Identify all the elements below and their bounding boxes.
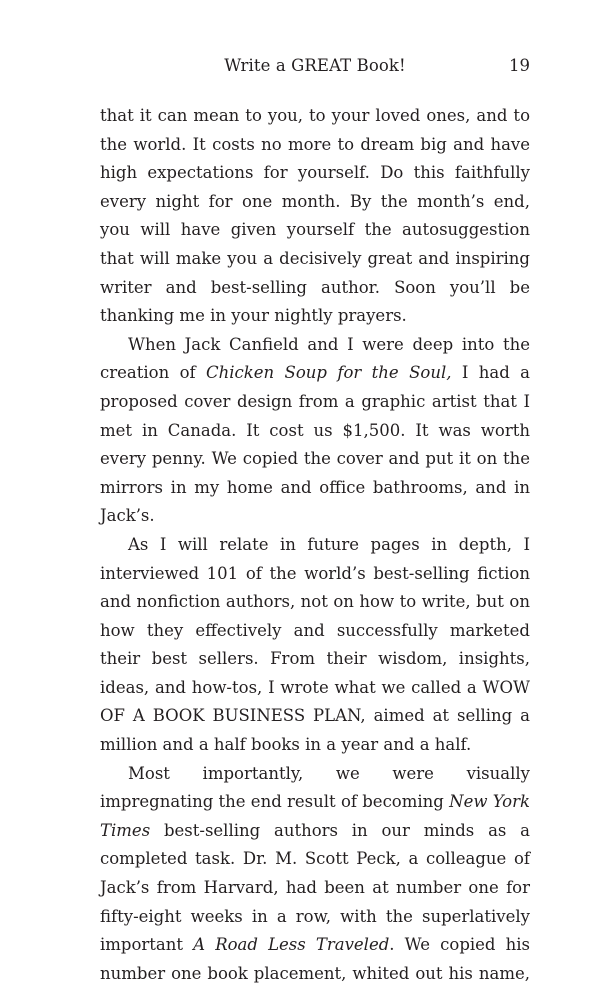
book-title-italic: A Road Less Traveled <box>193 935 390 955</box>
body-text <box>100 102 530 988</box>
running-title: Write a GREAT Book! <box>224 56 406 75</box>
paragraph-visualizing <box>100 760 530 988</box>
book-title-italic: Chicken Soup for the Soul, <box>206 363 452 383</box>
paragraph-chicken-soup <box>100 331 530 531</box>
paragraph-text: best-selling authors in our minds as a completed task. Dr. M. Scott Peck, a colleague of Jack’s from Harvard, had been at number one for fifty-eight weeks in a row, with the superlatively important <box>100 820 530 955</box>
running-head <box>100 56 530 80</box>
paragraph-text: that it can mean to you, to your loved ones, and to the world. It costs no more to dream big and have high expectations for yourself. Do this faithfully every night for one month. By the month’s end, you will have given yourself the autosuggestion that will make you a decisively great and inspiring writer and best-selling author. Soon you’ll be thanking me in your nightly prayers. <box>100 106 530 326</box>
paragraph-text: . We copied his number one book placement, whited out his name, <box>100 935 530 983</box>
paragraph-text: As I will relate in future pages in depth, I interviewed 101 of the world’s best-selling fiction and nonfiction authors, not on how to write, but on how they effectively and successfully marketed their best sellers. From their wisdom, insights, ideas, and how-tos, I wrote what we called a WOW OF A BOOK BUSINESS PLAN, aimed at selling a million and a half books in a year and a half. <box>100 534 530 755</box>
paragraph-text: Most importantly, we were visually impregnating the end result of becoming <box>100 763 530 812</box>
paragraph-text: I had a proposed cover design from a graphic artist that I met in Canada. It cost us $1,500. It was worth every penny. We copied the cover and put it on the mirrors in my home and office bathrooms, and in Jack’s. <box>100 363 530 526</box>
paragraph-text: When Jack Canfield and I were deep into the creation of <box>100 334 530 383</box>
paragraph-continuation <box>100 102 530 331</box>
newspaper-title-italic: New York Times <box>100 792 530 840</box>
page-number: 19 <box>509 56 530 75</box>
paragraph-interviews <box>100 531 530 760</box>
